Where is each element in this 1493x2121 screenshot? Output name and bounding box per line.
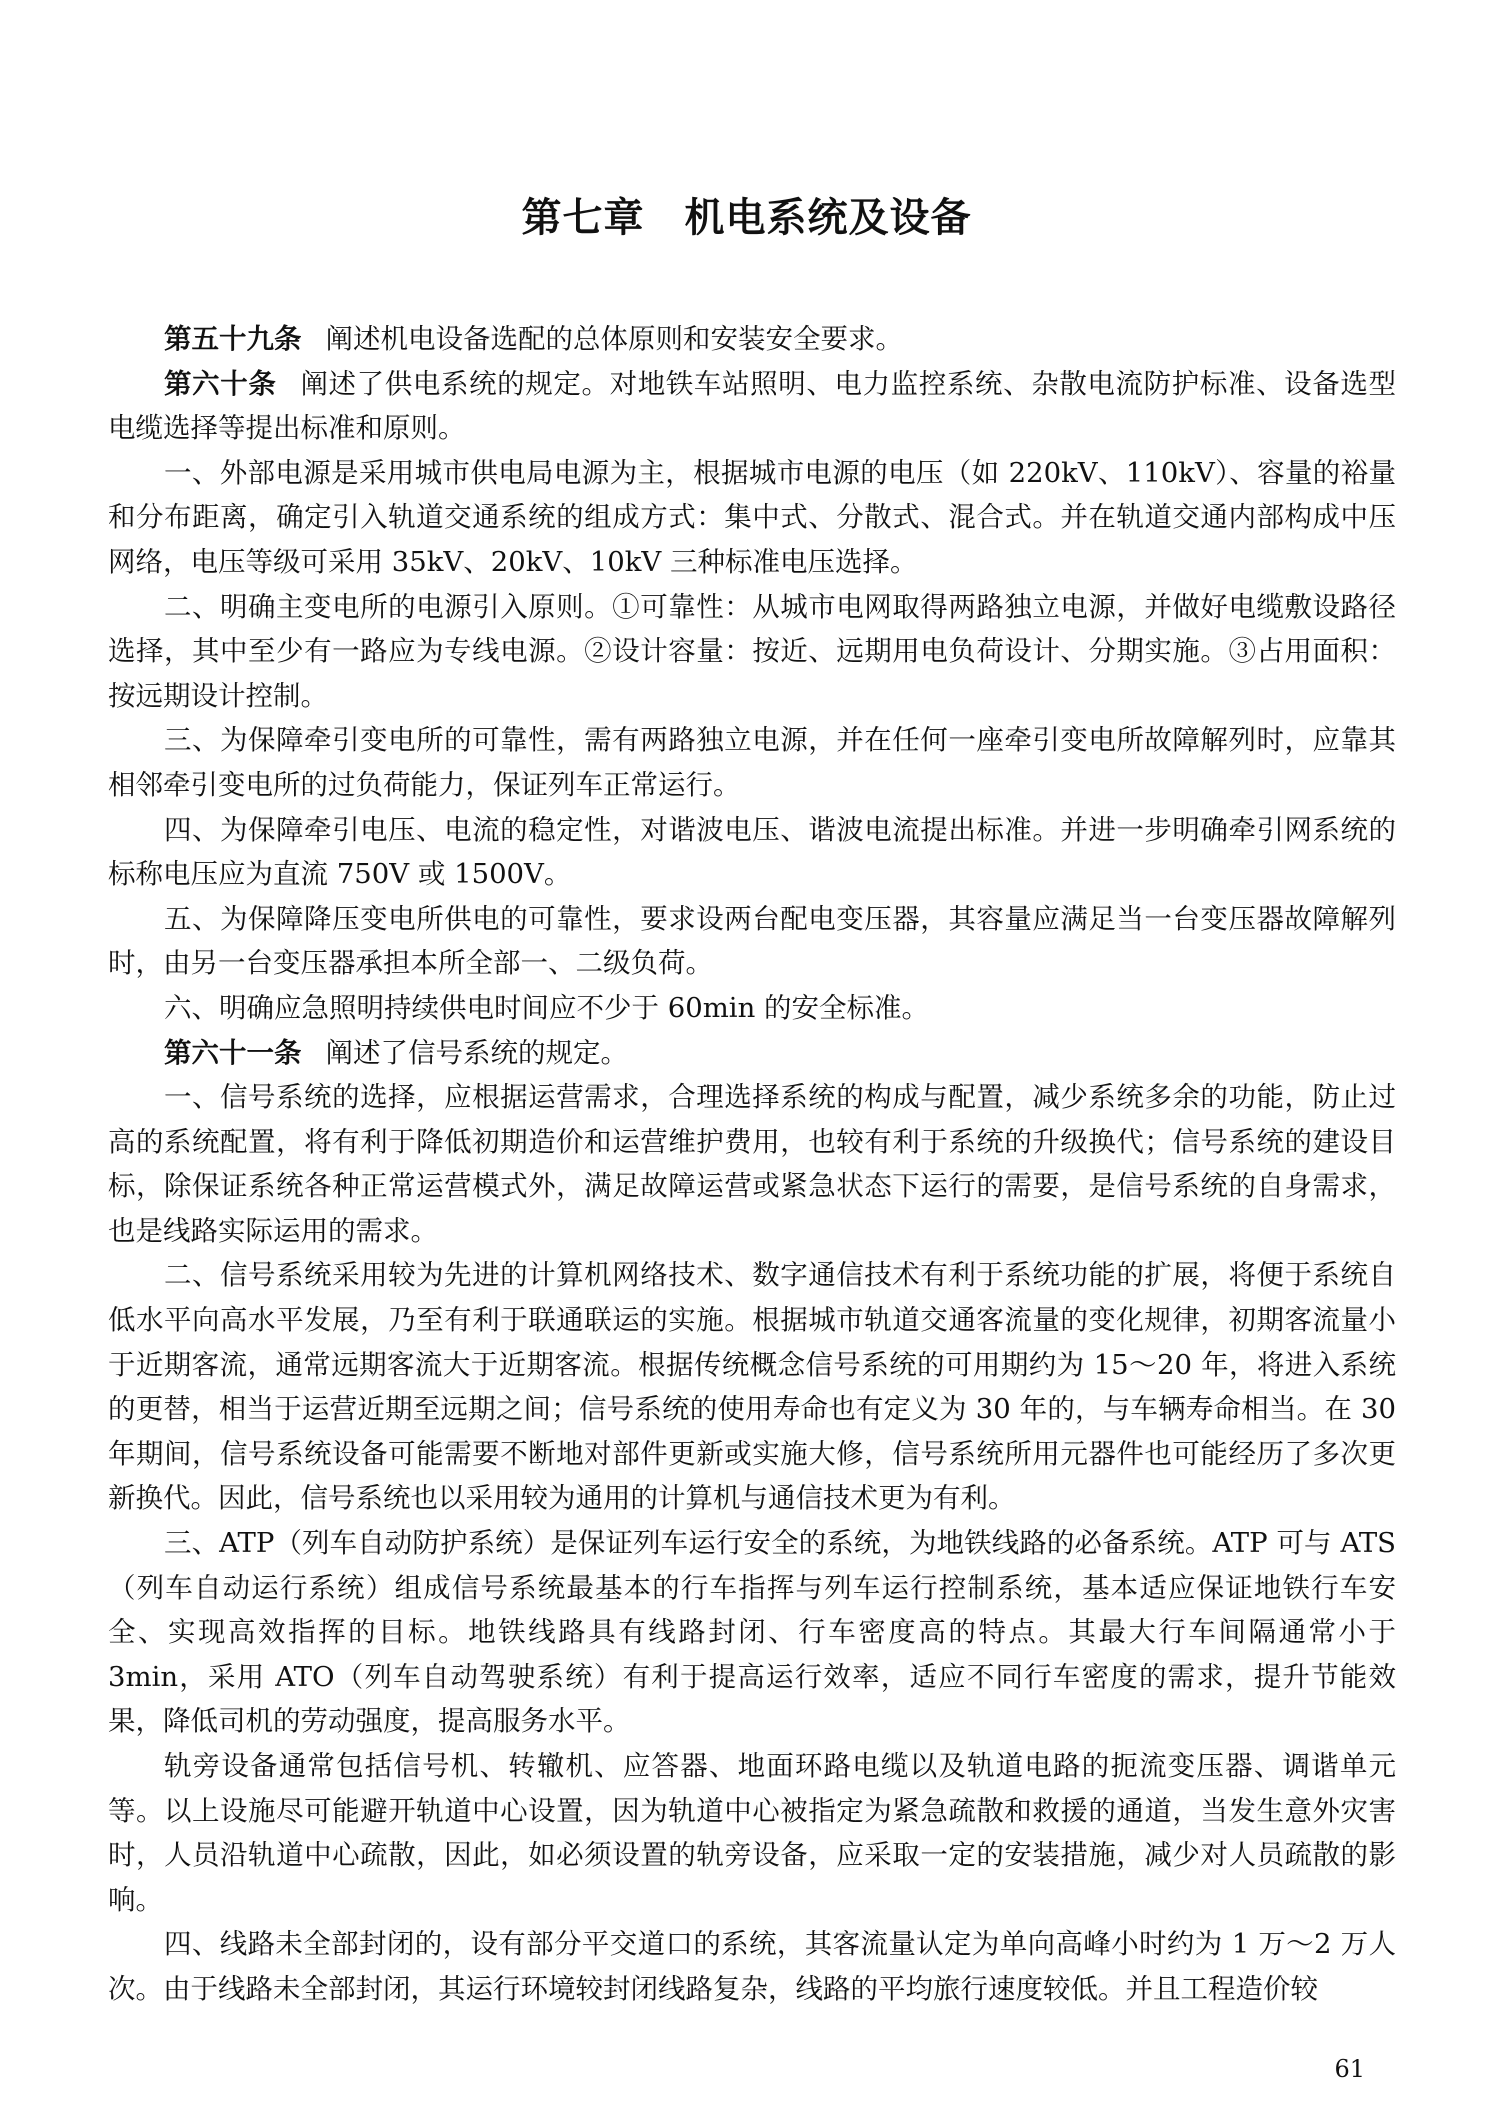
body-text bbox=[108, 317, 1396, 2012]
article-label: 第六十条 bbox=[164, 367, 277, 400]
chapter-name: 机电系统及设备 bbox=[684, 195, 972, 241]
power-item-3: 三、为保障牵引变电所的可靠性，需有两路独立电源，并在任何一座牵引变电所故障解列时，应靠其相邻牵引变电所的过负荷能力，保证列车正常运行。 bbox=[108, 724, 1396, 801]
article-text: 阐述了供电系统的规定。对地铁车站照明、电力监控系统、杂散电流防护标准、设备选型电缆选择等提出标准和原则。 bbox=[108, 367, 1397, 445]
power-item-2: 二、明确主变电所的电源引入原则。①可靠性：从城市电网取得两路独立电源，并做好电缆敷设路径选择，其中至少有一路应为专线电源。②设计容量：按近、远期用电负荷设计、分期实施。③占用面积：按远期设计控制。 bbox=[108, 590, 1396, 712]
signal-item-1: 一、信号系统的选择，应根据运营需求，合理选择系统的构成与配置，减少系统多余的功能，防止过高的系统配置，将有利于降低初期造价和运营维护费用，也较有利于系统的升级换代；信号系统的建设目标，除保证系统各种正常运营模式外，满足故障运营或紧急状态下运行的需要，是信号系统的自身需求，也是线路实际运用的需求。 bbox=[108, 1081, 1396, 1247]
article-label: 第五十九条 bbox=[164, 323, 302, 355]
signal-item-4: 四、线路未全部封闭的，设有部分平交道口的系统，其客流量认定为单向高峰小时约为 1 万～2 万人次。由于线路未全部封闭，其运行环境较封闭线路复杂，线路的平均旅行速度较低。并且工程造价较 bbox=[108, 1928, 1396, 2005]
chapter-title bbox=[0, 186, 1493, 243]
page-number: 61 bbox=[1334, 2055, 1365, 2083]
article-59 bbox=[108, 317, 1396, 362]
power-item-6: 六、明确应急照明持续供电时间应不少于 60min 的安全标准。 bbox=[164, 991, 930, 1024]
article-text: 阐述机电设备选配的总体原则和安装安全要求。 bbox=[325, 323, 903, 355]
power-item-4: 四、为保障牵引电压、电流的稳定性，对谐波电压、谐波电流提出标准。并进一步明确牵引网系统的标称电压应为直流 750V 或 1500V。 bbox=[108, 813, 1396, 891]
signal-item-3: 三、ATP（列车自动防护系统）是保证列车运行安全的系统，为地铁线路的必备系统。ATP 可与 ATS（列车自动运行系统）组成信号系统最基本的行车指挥与列车运行控制系统，基本适应保证地铁行车安全、实现高效指挥的目标。地铁线路具有线路封闭、行车密度高的特点。其最大行车间隔通常小于 3min，采用 ATO（列车自动驾驶系统）有利于提高运行效率，适应不同行车密度的需求，提升节能效果，降低司机的劳动强度，提高服务水平。 bbox=[108, 1527, 1396, 1738]
signal-trackside-paragraph: 轨旁设备通常包括信号机、转辙机、应答器、地面环路电缆以及轨道电路的扼流变压器、调谐单元等。以上设施尽可能避开轨道中心设置，因为轨道中心被指定为紧急疏散和救援的通道，当发生意外灾害时，人员沿轨道中心疏散，因此，如必须设置的轨旁设备，应采取一定的安装措施，减少对人员疏散的影响。 bbox=[108, 1750, 1396, 1916]
power-item-5: 五、为保障降压变电所供电的可靠性，要求设两台配电变压器，其容量应满足当一台变压器故障解列时，由另一台变压器承担本所全部一、二级负荷。 bbox=[108, 902, 1396, 980]
power-item-1: 一、外部电源是采用城市供电局电源为主，根据城市电源的电压（如 220kV、110kV）、容量的裕量和分布距离，确定引入轨道交通系统的组成方式：集中式、分散式、混合式。并在轨道交通内部构成中压网络，电压等级可采用 35kV、20kV、10kV 三种标准电压选择。 bbox=[108, 456, 1396, 578]
signal-item-2: 二、信号系统采用较为先进的计算机网络技术、数字通信技术有利于系统功能的扩展，将便于系统自低水平向高水平发展，乃至有利于联通联运的实施。根据城市轨道交通客流量的变化规律，初期客流量小于近期客流，通常远期客流大于近期客流。根据传统概念信号系统的可用期约为 15～20 年，将进入系统的更替，相当于运营近期至远期之间；信号系统的使用寿命也有定义为 30 年的，与车辆寿命相当。在 30 年期间，信号系统设备可能需要不断地对部件更新或实施大修，信号系统所用元器件也可能经历了多次更新换代。因此，信号系统也以采用较为通用的计算机与通信技术更为有利。 bbox=[108, 1259, 1396, 1515]
article-61 bbox=[108, 1031, 1396, 1076]
chapter-number: 第七章 bbox=[521, 195, 645, 241]
article-60 bbox=[108, 362, 1396, 451]
article-text: 阐述了信号系统的规定。 bbox=[325, 1036, 628, 1069]
article-label: 第六十一条 bbox=[164, 1036, 302, 1069]
